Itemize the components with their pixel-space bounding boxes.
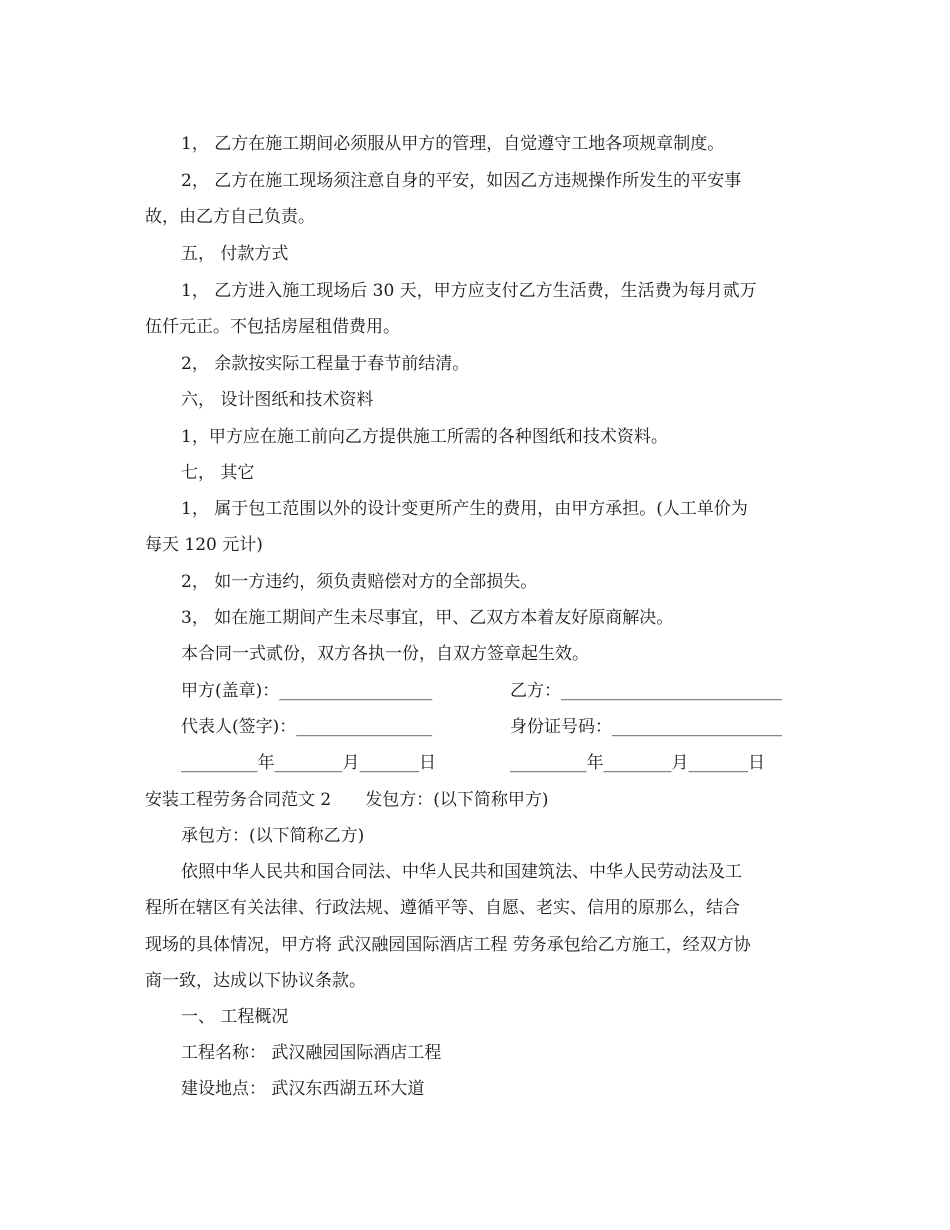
section-heading: 五， 付款方式 [181,244,289,264]
contract-title-line: 安装工程劳务合同范文 2 发包方：(以下简称甲方) [145,790,549,810]
paragraph-line: 程所在辖区有关法律、行政法规、遵循平等、自愿、老实、信用的原那么，结合 [145,898,740,918]
paragraph-line: 承包方：(以下简称乙方) [181,826,365,846]
paragraph-line: 工程名称： 武汉融园国际酒店工程 [181,1043,442,1063]
date-field-right: _________年________月_______日 [510,753,765,773]
paragraph-line: 本合同一式贰份，双方各执一份，自双方签章起生效。 [181,644,589,664]
paragraph-line: 1， 乙方进入施工现场后 30 天，甲方应支付乙方生活费，生活费为每月贰万 [181,281,757,301]
paragraph-line: 故，由乙方自己负责。 [145,207,315,227]
id-number-field: 身份证号码：____________________ [510,717,782,737]
paragraph-line: 每天 120 元计) [145,535,263,555]
section-heading: 七， 其它 [181,463,255,483]
paragraph-line: 建设地点： 武汉东西湖五环大道 [181,1079,425,1099]
paragraph-line: 现场的具体情况，甲方将 武汉融园国际酒店工程 劳务承包给乙方施工，经双方协 [145,935,751,955]
paragraph-line: 2， 余款按实际工程量于春节前结清。 [181,354,470,374]
paragraph-line: 1， 乙方在施工期间必须服从甲方的管理，自觉遵守工地各项规章制度。 [181,134,725,154]
section-heading: 六， 设计图纸和技术资料 [181,390,374,410]
paragraph-line: 1，甲方应在施工前向乙方提供施工所需的各种图纸和技术资料。 [181,427,668,447]
representative-signature-field: 代表人(签字)：________________ [181,717,433,737]
date-field-left: _________年________月_______日 [181,753,436,773]
paragraph-line: 商一致，达成以下协议条款。 [145,971,366,991]
party-a-seal-field: 甲方(盖章)：__________________ [181,681,433,701]
paragraph-line: 3， 如在施工期间产生未尽事宜，甲、乙双方本着友好原商解决。 [181,608,674,628]
section-heading: 一、 工程概况 [181,1007,289,1027]
paragraph-line: 2， 乙方在施工现场须注意自身的平安，如因乙方违规操作所发生的平安事 [181,171,742,191]
paragraph-line: 2， 如一方违约，须负责赔偿对方的全部损失。 [181,572,538,592]
paragraph-line: 伍仟元正。不包括房屋租借费用。 [145,317,400,337]
party-b-field: 乙方：__________________________ [510,681,782,701]
paragraph-line: 1， 属于包工范围以外的设计变更所产生的费用，由甲方承担。(人工单价为 [181,499,748,519]
paragraph-line: 依照中华人民共和国合同法、中华人民共和国建筑法、中华人民劳动法及工 [181,862,742,882]
